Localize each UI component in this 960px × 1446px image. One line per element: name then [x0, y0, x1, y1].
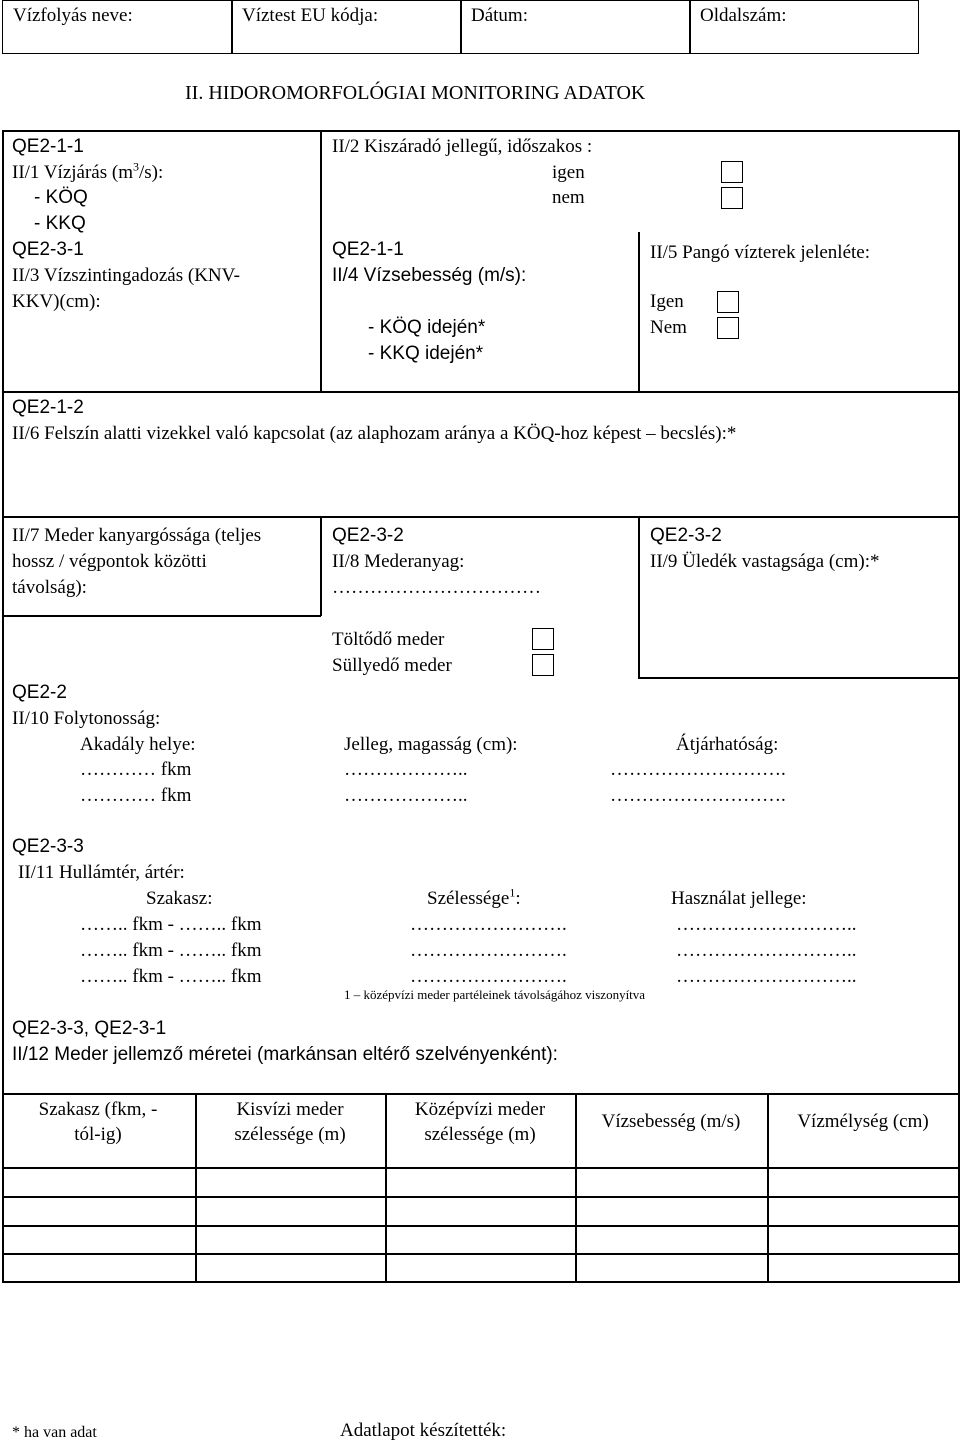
- pango-igen: Igen: [650, 291, 684, 312]
- vizjaras-koq: - KÖQ: [34, 187, 88, 208]
- datum-label: Dátum:: [471, 5, 528, 26]
- felszin-alatti-label: II/6 Felszín alatti vizekkel való kapcsolat (az alaphozam aránya a KÖQ-hoz képest – becslés):*: [12, 423, 737, 444]
- tolto-meder-label: Töltődő meder: [332, 629, 445, 650]
- akadaly-row2: ………… fkm: [80, 785, 192, 806]
- atjar-row2: ……………………….: [610, 785, 786, 806]
- table-row-line-2: [2, 1196, 960, 1198]
- divider-sec1-bottom: [2, 391, 960, 393]
- jelleg-row2: ………………..: [344, 785, 468, 806]
- hullam-row3-szelesseg: …………………….: [410, 966, 567, 987]
- header-cell-oldalszam: [689, 0, 919, 54]
- hullam-row3-szakasz: …….. fkm - …….. fkm: [80, 966, 262, 987]
- kiszarado-label: II/2 Kiszáradó jellegű, időszakos :: [332, 136, 593, 157]
- hullam-row1-szakasz: …….. fkm - …….. fkm: [80, 914, 262, 935]
- divider-sec1-v1: [320, 130, 322, 392]
- meder-jellemzo-label: II/12 Meder jellemző méretei (markánsan eltérő szelvényenként):: [12, 1044, 558, 1065]
- code-qe2-1-2: QE2-1-2: [12, 397, 84, 418]
- frame-right: [958, 130, 960, 1282]
- footnote-ha-van-adat: * ha van adat: [12, 1424, 97, 1441]
- kiszarado-nem-checkbox[interactable]: [721, 187, 743, 209]
- code-qe2-3-1: QE2-3-1: [12, 239, 84, 260]
- divider-sec3-left-bottom: [2, 615, 321, 617]
- meder-kanyargossag-2: hossz / végpontok közötti: [12, 551, 207, 572]
- code-qe2-3-3: QE2-3-3: [12, 836, 84, 857]
- code-qe2-3-3-qe2-3-1: QE2-3-3, QE2-3-1: [12, 1018, 167, 1039]
- szelesseg-label: Szélessége$^1$:: [427, 885, 521, 909]
- header-cell-vizfolyas: [2, 0, 233, 54]
- jelleg-magassag-label: Jelleg, magasság (cm):: [344, 734, 518, 755]
- meder-kanyargossag-3: távolság):: [12, 577, 87, 598]
- akadaly-helye-label: Akadály helye:: [80, 734, 196, 755]
- table-header-vizmelyseg: Vízmélység (cm): [797, 1111, 929, 1132]
- divider-sec3-v1: [320, 516, 322, 616]
- table-row-line-4: [2, 1253, 960, 1255]
- atjar-row1: ……………………….: [610, 759, 786, 780]
- divider-sec3-v2: [638, 516, 640, 678]
- page-title: II. HIDOROMORFOLÓGIAI MONITORING ADATOK: [185, 82, 646, 104]
- divider-sec3-right-bottom: [638, 677, 960, 679]
- code-qe2-2: QE2-2: [12, 682, 67, 703]
- vizjaras-kkq: - KKQ: [34, 213, 86, 234]
- folytonossag-label: II/10 Folytonosság:: [12, 708, 161, 729]
- divider-sec2-bottom: [2, 516, 960, 518]
- divider-sec4-bottom: [2, 1093, 960, 1095]
- jelleg-row1: ………………..: [344, 759, 468, 780]
- vizsebesseg-koq: - KÖQ idején*: [368, 317, 486, 338]
- kiszarado-nem: nem: [552, 187, 585, 208]
- tolto-meder-checkbox[interactable]: [532, 628, 554, 650]
- vizsebesseg-label: II/4 Vízsebesség (m/s):: [332, 265, 527, 286]
- hullam-row2-szakasz: …….. fkm - …….. fkm: [80, 940, 262, 961]
- vizszint-label-1: II/3 Vízszintingadozás (KNV-: [12, 265, 240, 286]
- hullamter-label: II/11 Hullámtér, ártér:: [18, 862, 185, 883]
- kiszarado-igen: igen: [552, 162, 585, 183]
- code-qe2-3-2-right: QE2-3-2: [650, 525, 722, 546]
- frame-left: [2, 130, 4, 1282]
- table-header-szakasz: Szakasz (fkm, -tól-ig): [38, 1099, 158, 1145]
- vizsebesseg-kkq: - KKQ idején*: [368, 343, 484, 364]
- pango-nem: Nem: [650, 317, 687, 338]
- adatlapot-keszitettek-label: Adatlapot készítették:: [340, 1420, 507, 1441]
- hullam-row2-hasznalat: ………………………..: [676, 940, 857, 961]
- divider-sec1-v2: [638, 232, 640, 392]
- pango-nem-checkbox[interactable]: [717, 317, 739, 339]
- sullyedo-meder-checkbox[interactable]: [532, 654, 554, 676]
- pango-label: II/5 Pangó vízterek jelenléte:: [650, 242, 870, 263]
- viztest-label: Víztest EU kódja:: [242, 5, 379, 26]
- pango-igen-checkbox[interactable]: [717, 291, 739, 313]
- table-row-line-3: [2, 1225, 960, 1227]
- hullam-row1-szelesseg: …………………….: [410, 914, 567, 935]
- oldalszam-label: Oldalszám:: [700, 5, 787, 26]
- table-header-kisvizi: Kisvízi meder szélessége (m): [234, 1099, 346, 1145]
- table-header-kozepvizi: Középvízi meder szélessége (m): [414, 1099, 546, 1145]
- hullam-row2-szelesseg: …………………….: [410, 940, 567, 961]
- mederanyag-dots: ……………………………: [332, 577, 541, 598]
- hullam-row1-hasznalat: ………………………..: [676, 914, 857, 935]
- vizfolyas-label: Vízfolyás neve:: [13, 5, 133, 26]
- mederanyag-label: II/8 Mederanyag:: [332, 551, 465, 572]
- vizszint-label-2: KKV)(cm):: [12, 291, 101, 312]
- szakasz-label: Szakasz:: [146, 888, 213, 909]
- atjarhatosag-label: Átjárhatóság:: [676, 734, 779, 755]
- code-qe2-1-1-mid: QE2-1-1: [332, 239, 404, 260]
- table-row-line-5: [2, 1281, 960, 1283]
- hasznalat-label: Használat jellege:: [671, 888, 807, 909]
- table-header-vizsebesseg: Vízsebesség (m/s): [601, 1111, 741, 1132]
- vizjaras-label: II/1 Vízjárás $(m^3/s)$:: [12, 159, 164, 183]
- code-qe2-3-2-mid: QE2-3-2: [332, 525, 404, 546]
- header-cell-viztest: [231, 0, 462, 54]
- table-row-line-1: [2, 1167, 960, 1169]
- header-cell-datum: [460, 0, 691, 54]
- meder-kanyargossag-1: II/7 Meder kanyargóssága (teljes: [12, 525, 262, 546]
- akadaly-row1: ………… fkm: [80, 759, 192, 780]
- uledek-label: II/9 Üledék vastagsága (cm):*: [650, 551, 880, 572]
- sullyedo-meder-label: Süllyedő meder: [332, 655, 452, 676]
- code-qe2-1-1-left: QE2-1-1: [12, 136, 84, 157]
- frame-top: [2, 130, 960, 132]
- kiszarado-igen-checkbox[interactable]: [721, 161, 743, 183]
- footnote-szelesseg: 1 – középvízi meder partéleinek távolságához viszonyítva: [344, 987, 646, 1002]
- hullam-row3-hasznalat: ………………………..: [676, 966, 857, 987]
